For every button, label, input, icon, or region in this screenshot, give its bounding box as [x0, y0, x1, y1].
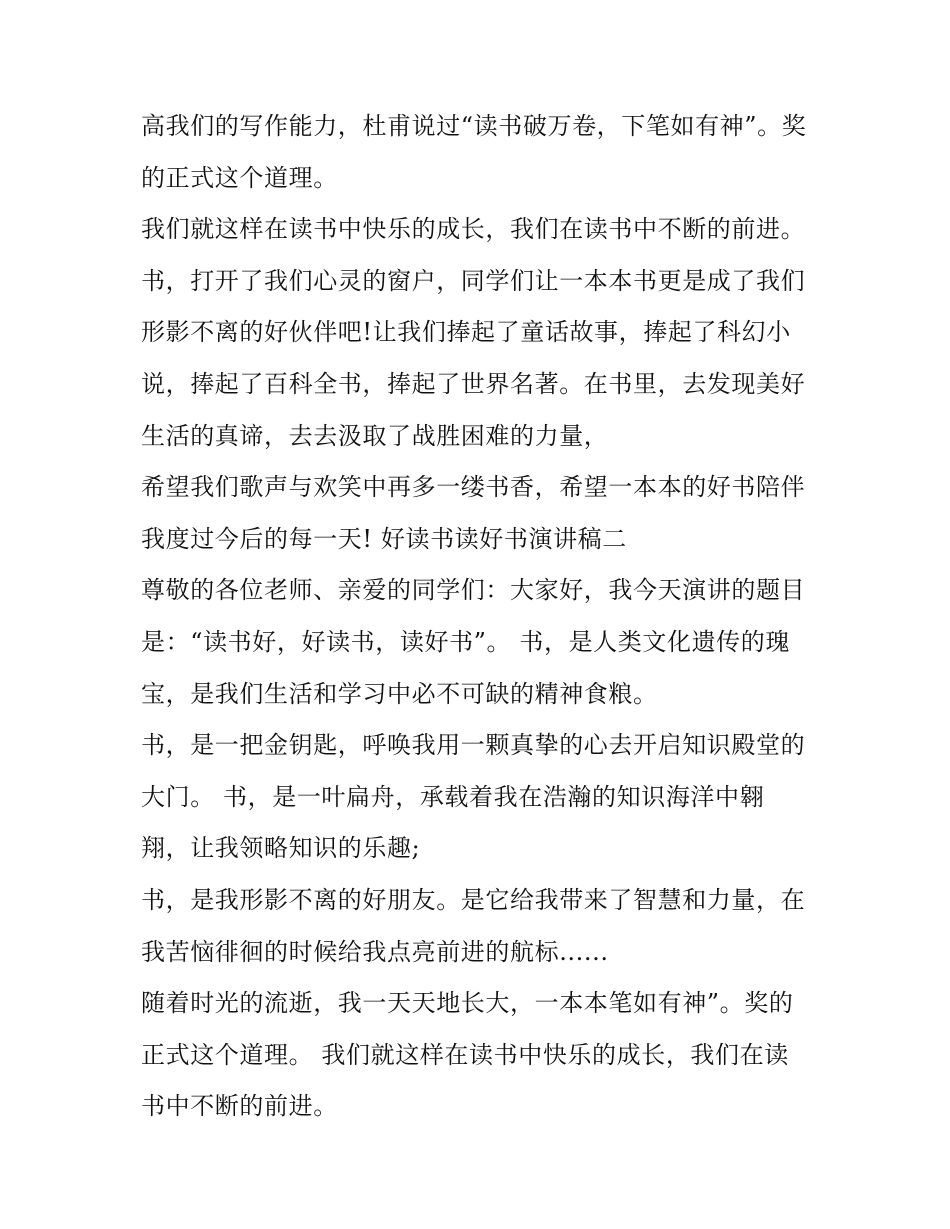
text-line: 宝，是我们生活和学习中必不可缺的精神食粮。	[141, 679, 658, 708]
text-line: 书中不断的前进。	[141, 1092, 338, 1121]
text-line: 我度过今后的每一天! 好读书读好书演讲稿二	[141, 524, 627, 553]
text-line: 希望我们歌声与欢笑中再多一缕书香，希望一本本的好书陪伴	[141, 473, 806, 502]
text-line: 高我们的写作能力，杜甫说过“读书破万卷，下笔如有神”。奖	[141, 112, 807, 140]
text-line: 书，是一把金钥匙，呼唤我用一颗真挚的心去开启知识殿堂的	[141, 731, 806, 760]
text-line: 随着时光的流逝，我一天天地长大，一本本笔如有神”。奖的	[141, 989, 794, 1018]
text-line: 的正式这个道理。	[141, 163, 338, 192]
text-line: 翔，让我领略知识的乐趣;	[141, 834, 421, 863]
text-line: 书，打开了我们心灵的窗户，同学们让一本本书更是成了我们	[141, 266, 806, 295]
text-line: 书，是我形影不离的好朋友。是它给我带来了智慧和力量，在	[141, 885, 806, 914]
text-line: 我苦恼徘徊的时候给我点亮前进的航标......	[141, 937, 609, 966]
text-line: 正式这个道理。 我们就这样在读书中快乐的成长，我们在读	[141, 1040, 789, 1069]
document-text	[141, 101, 821, 1133]
text-line: 尊敬的各位老师、亲爱的同学们：大家好，我今天演讲的题目	[141, 576, 806, 605]
text-line: 说，捧起了百科全书，捧起了世界名著。在书里，去发现美好	[141, 369, 806, 398]
text-line: 是：“读书好，好读书，读好书”。 书，是人类文化遗传的瑰	[141, 627, 790, 656]
text-line: 大门。 书，是一叶扁舟，承载着我在浩瀚的知识海洋中翱	[141, 782, 765, 811]
text-line: 我们就这样在读书中快乐的成长，我们在读书中不断的前进。	[141, 215, 806, 244]
text-line: 生活的真谛，去去汲取了战胜困难的力量，	[141, 421, 609, 450]
text-line: 形影不离的好伙伴吧!让我们捧起了童话故事，捧起了科幻小	[141, 318, 791, 347]
